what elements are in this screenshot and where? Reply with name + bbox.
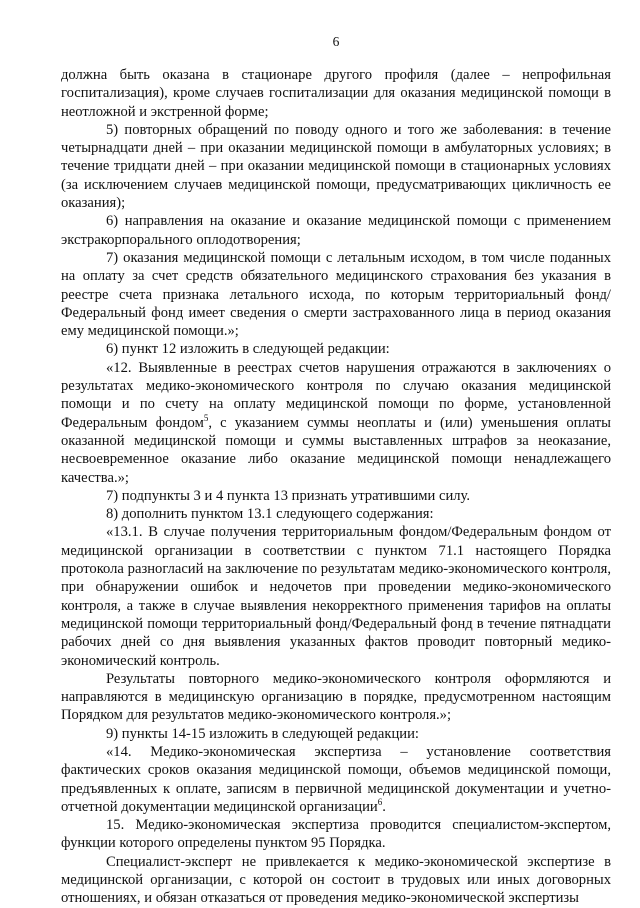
paragraph-text: Результаты повторного медико-экономического контроля оформляются и направляются в медицинскую организацию в порядке, предусмотренном настоящим Порядком для результатов медико-экономического контроля.»; [61,670,611,724]
paragraph [61,670,611,725]
paragraph-text: «14. Медико-экономическая экспертиза – установление соответствия фактических сроков оказания медицинской помощи, объемов медицинской помощи, предъявленных к оплате, записям в первичной медицинской документации и учетно-отчетной документации медицинской организации [61,743,611,815]
paragraph-text: должна быть оказана в стационаре другого профиля (далее – непрофильная госпитализация), кроме случаев госпитализации для оказания медицинской помощи в неотложной и экстренной форме; [61,67,611,120]
paragraph-text: 9) пункты 14-15 изложить в следующей редакции: [106,725,419,742]
paragraph [61,725,611,743]
paragraph [61,340,611,358]
paragraph-text: 7) оказания медицинской помощи с летальным исходом, в том числе поданных на оплату за счет средств обязательного медицинского страхования без указания в реестре счета признака летального исхода, по которым территориальный фонд/Федеральный фонд имеет сведения о смерти застрахованного лица в период оказания ему медицинской помощи.»; [61,249,611,340]
document-body [61,66,611,908]
paragraph [61,816,611,853]
footnote-reference: 5 [203,412,209,423]
paragraph [61,487,611,505]
paragraph [61,505,611,523]
paragraph-text-continued: , с указанием суммы неоплаты и (или) уменьшения оплаты оказанной медицинской помощи и суммы выставленных штрафов за неоказание, несвоевременное оказание либо оказание медицинской помощи ненадлежащего качества.»; [61,414,611,486]
paragraph [61,853,611,908]
paragraph-text: 8) дополнить пунктом 13.1 следующего содержания: [106,506,434,523]
paragraph [61,66,611,121]
paragraph [61,359,611,487]
paragraph [61,121,611,212]
paragraph-text: 6) направления на оказание и оказание медицинской помощи с применением экстракорпорального оплодотворения; [61,213,611,248]
paragraph [61,249,611,340]
paragraph-text: 6) пункт 12 изложить в следующей редакции: [106,341,390,358]
paragraph-text: 5) повторных обращений по поводу одного и того же заболевания: в течение четырнадцати дней – при оказании медицинской помощи в амбулаторных условиях; в течение тридцати дней – при оказании медицинской помощи в стационарных условиях (за исключением случаев медицинской помощи, предусматривающих цикличность ее оказания); [61,121,611,212]
paragraph-text-continued: . [382,798,386,815]
paragraph-text: 15. Медико-экономическая экспертиза проводится специалистом-экспертом, функции которого определены пунктом 95 Порядка. [61,817,611,852]
paragraph-text: «12. Выявленные в реестрах счетов нарушения отражаются в заключениях о результатах медико-экономического контроля по случаю оказания медицинской помощи и по счету на оплату медицинской помощи по форме, установленной Федеральным фондом [61,359,611,431]
paragraph [61,212,611,249]
paragraph-text: «13.1. В случае получения территориальным фондом/Федеральным фондом от медицинской организации в соответствии с пунктом 71.1 настоящего Порядка протокола разногласий на заключение по результатам медико-экономического контроля, при обнаружении ошибок и недочетов при проведении медико-экономического контроля, а также в случае выявления некорректного применения тарифов на оплаты медицинской помощи территориальный фонд/Федеральный фонд в течение пятнадцати рабочих дней со дня выявления указанных фактов проводит повторный медико-экономический контроль. [61,524,611,669]
paragraph [61,743,611,816]
paragraph-text: Специалист-эксперт не привлекается к медико-экономической экспертизе в медицинской организации, с которой он состоит в трудовых или иных договорных отношениях, и обязан отказаться от проведения медико-экономической экспертизы [61,853,611,907]
paragraph-text: 7) подпункты 3 и 4 пункта 13 признать утратившими силу. [106,487,471,504]
footnote-reference: 6 [377,797,383,808]
paragraph [61,523,611,669]
page-number: 6 [332,34,340,49]
